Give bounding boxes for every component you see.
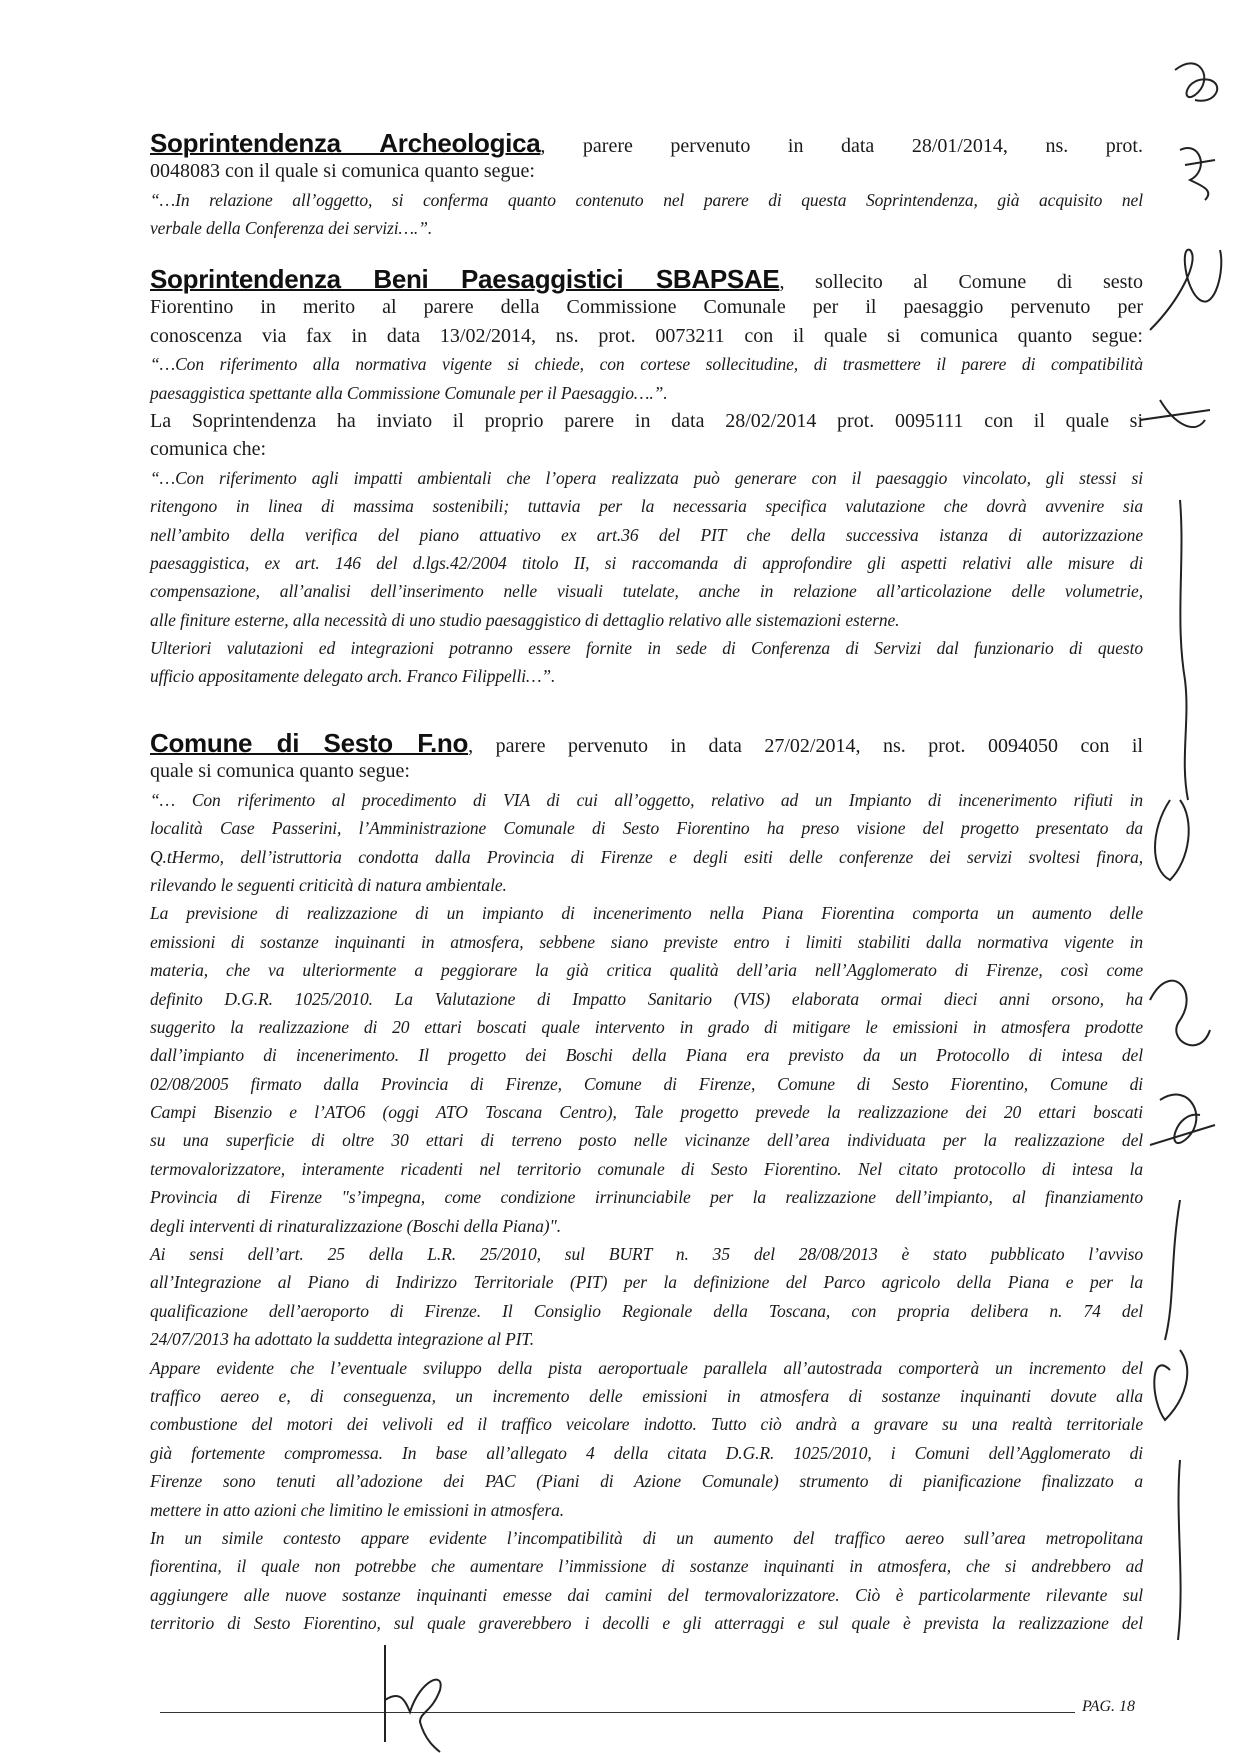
quoted-text-line: suggerito la realizzazione di 20 ettari boscati quale intervento in grado di mitigare le emissioni in atmosfera prodotte (150, 1016, 1143, 1037)
quoted-text-line: su una superficie di oltre 30 ettari di terreno posto nelle vicinanze dell’area individuata per la realizzazione del (150, 1130, 1143, 1151)
page-number: PAG. 18 (1082, 1698, 1136, 1715)
heading-continuation: , parere pervenuto in data 28/01/2014, ns. prot. (540, 135, 1143, 157)
quoted-text-line: In un simile contesto appare evidente l’incompatibilità di un aumento del traffico aereo sull’area metropolitana (150, 1527, 1143, 1548)
heading-continuation: , parere pervenuto in data 27/02/2014, ns. prot. 0094050 con il (468, 735, 1143, 757)
quoted-text-line: paesaggistica, ex art. 146 del d.lgs.42/2004 titolo II, si raccomanda di approfondire gli aspetti relativi alle misure di (150, 552, 1143, 573)
quoted-text-line: rilevando le seguenti criticità di natura ambientale. (150, 874, 507, 895)
quoted-text-line: 24/07/2013 ha adottato la suddetta integrazione al PIT. (150, 1329, 535, 1350)
signature-right-2 (1140, 400, 1210, 427)
quoted-text-line: “… Con riferimento al procedimento di VIA di cui all’oggetto, relativo ad un Impianto di incenerimento rifiuti in (150, 789, 1143, 810)
quoted-text-line: La previsione di realizzazione di un impianto di incenerimento nella Piana Fiorentina comporta un aumento delle (150, 903, 1143, 924)
body-text-line: conoscenza via fax in data 13/02/2014, ns. prot. 0073211 con il quale si comunica quanto segue: (150, 324, 1143, 347)
body-text-line: Fiorentino in merito al parere della Commissione Comunale per il paesaggio pervenuto per (150, 296, 1143, 319)
quoted-text-line: verbale della Conferenza dei servizi….”. (150, 218, 433, 239)
quoted-text-line: Ulteriori valutazioni ed integrazioni potranno essere fornite in sede di Conferenza di Servizi dal funzionario di questo (150, 638, 1143, 659)
quoted-text-line: fiorentina, il quale non potrebbe che aumentare l’immissione di sostanze inquinanti in atmosfera, che si andrebbero ad (150, 1556, 1143, 1577)
quoted-text-line: Campi Bisenzio e l’ATO6 (oggi ATO Toscana Centro), Tale progetto prevede la realizzazione dei 20 ettari boscati (150, 1102, 1143, 1123)
quoted-text-line: combustione del motori dei velivoli ed il traffico veicolare indotto. Tutto ciò andrà a gravare su una realtà territoriale (150, 1414, 1143, 1435)
quoted-text-line: “…Con riferimento alla normativa vigente si chiede, con cortese sollecitudine, di trasmettere il parere di compatibilità (150, 354, 1143, 375)
quoted-text-line: Firenze sono tenuti all’adozione dei PAC (Piani di Azione Comunale) strumento di pianificazione finalizzato a (150, 1471, 1143, 1492)
quoted-text-line: aggiungere alle nuove sostanze inquinanti emesse dai camini del termovalorizzatore. Ciò è particolarmente rilevante sul (150, 1584, 1143, 1605)
quoted-text-line: località Case Passerini, l’Amministrazione Comunale di Sesto Fiorentino ha preso visione del progetto presentato da (150, 818, 1143, 839)
quoted-text-line: mettere in atto azioni che limitino le emissioni in atmosfera. (150, 1499, 565, 1520)
signature-right-6 (1150, 1095, 1215, 1145)
quoted-text-line: alle finiture esterne, alla necessità di uno studio paesaggistico di dettaglio relativo alle sistemazioni esterne. (150, 609, 900, 630)
body-text-line: comunica che: (150, 438, 267, 461)
signature-right-4 (1155, 800, 1189, 880)
quoted-text-line: nell’ambito della verifica del piano attuativo ex art.36 del PIT che della successiva istanza di autorizzazione (150, 524, 1143, 545)
quoted-text-line: ufficio appositamente delegato arch. Franco Filippelli…”. (150, 666, 556, 687)
signature-right-5 (1150, 981, 1210, 1046)
quoted-text-line: materia, che va ulteriormente a peggiorare la già critica qualità dell’aria nell’Agglomerato di Firenze, così come (150, 960, 1143, 981)
quoted-text-line: definito D.G.R. 1025/2010. La Valutazione di Impatto Sanitario (VIS) elaborata ormai dieci anni orsono, ha (150, 988, 1143, 1009)
quoted-text-line: termovalorizzatore, interamente ricadenti nel territorio comunale di Sesto Fiorentino. Nel citato protocollo di intesa la (150, 1158, 1143, 1179)
section-heading: Comune di Sesto F.no (150, 728, 469, 758)
signature-right-9 (1178, 1460, 1181, 1640)
section-heading: Soprintendenza Archeologica (150, 128, 541, 158)
quoted-text-line: dall’impianto di incenerimento. Il progetto dei Boschi della Piana era previsto da un Protocollo di intesa del (150, 1045, 1143, 1066)
quoted-text-line: qualificazione dell’aeroporto di Firenze. Il Consiglio Regionale della Toscana, con propria delibera n. 74 del (150, 1300, 1143, 1321)
quoted-text-line: già fortemente compromessa. In base all’allegato 4 della citata D.G.R. 1025/2010, i Comuni dell’Agglomerato di (150, 1442, 1143, 1463)
signature-right-7 (1165, 1200, 1180, 1340)
quoted-text-line: paesaggistica spettante alla Commissione Comunale per il Paesaggio….”. (150, 382, 668, 403)
quoted-text-line: “…In relazione all’oggetto, si conferma quanto contenuto nel parere di questa Soprintendenza, già acquisito nel (150, 189, 1143, 210)
quoted-text-line: 02/08/2005 firmato dalla Provincia di Firenze, Comune di Firenze, Comune di Sesto Fiorentino, Comune di (150, 1073, 1143, 1094)
quoted-text-line: compensazione, all’analisi dell’inserimento nelle visuali tutelate, anche in relazione all’articolazione delle volumetrie, (150, 581, 1143, 602)
heading-continuation: , sollecito al Comune di sesto (779, 271, 1143, 293)
quoted-text-line: Appare evidente che l’eventuale sviluppo della pista aeroportuale parallela all’autostrada comporterà un incremento del (150, 1357, 1143, 1378)
quoted-text-line: Ai sensi dell’art. 25 della L.R. 25/2010, sul BURT n. 35 del 28/08/2013 è stato pubblicato l’avviso (150, 1244, 1143, 1265)
quoted-text-line: ritengono in linea di massima sostenibili; tuttavia per la necessaria specifica valutazione che dovrà avvenire sia (150, 496, 1143, 517)
initials-top-right (1175, 63, 1217, 100)
quoted-text-line: traffico aereo e, di conseguenza, un incremento delle emissioni in atmosfera di sostanze inquinanti dovute alla (150, 1385, 1143, 1406)
quoted-text-line: Q.tHermo, dell’istruttoria condotta dalla Provincia di Firenze e degli esiti delle conferenze dei servizi svoltesi finora, (150, 846, 1143, 867)
body-text-line: 0048083 con il quale si comunica quanto segue: (150, 160, 535, 183)
quoted-text-line: Provincia di Firenze "s’impegna, come condizione irrinunciabile per la realizzazione dell’impianto, al finanziamento (150, 1187, 1143, 1208)
signature-bottom (385, 1645, 441, 1752)
body-text-line: quale si comunica quanto segue: (150, 760, 410, 783)
body-text-line: La Soprintendenza ha inviato il proprio parere in data 28/02/2014 prot. 0095111 con il quale si (150, 409, 1143, 432)
quoted-text-line: degli interventi di rinaturalizzazione (Boschi della Piana)". (150, 1215, 561, 1236)
signature-right-8 (1154, 1350, 1187, 1420)
signature-right-1 (1150, 250, 1221, 330)
quoted-text-line: territorio di Sesto Fiorentino, sul quale graverebbero i decolli e gli atterraggi e sul quale è prevista la realizzazione del (150, 1613, 1143, 1634)
quoted-text-line: all’Integrazione al Piano di Indirizzo Territoriale (PIT) per la definizione del Parco agricolo della Piana e per la (150, 1272, 1143, 1293)
signature-right-3 (1180, 500, 1188, 800)
quoted-text-line: “…Con riferimento agli impatti ambientali che l’opera realizzata può generare con il paesaggio vincolato, gli stessi si (150, 467, 1143, 488)
quoted-text-line: emissioni di sostanze inquinanti in atmosfera, sebbene siano previste entro i limiti stabiliti dalla normativa vigente in (150, 931, 1143, 952)
section-heading: Soprintendenza Beni Paesaggistici SBAPSAE (150, 264, 780, 294)
initials-right-2 (1180, 148, 1215, 200)
